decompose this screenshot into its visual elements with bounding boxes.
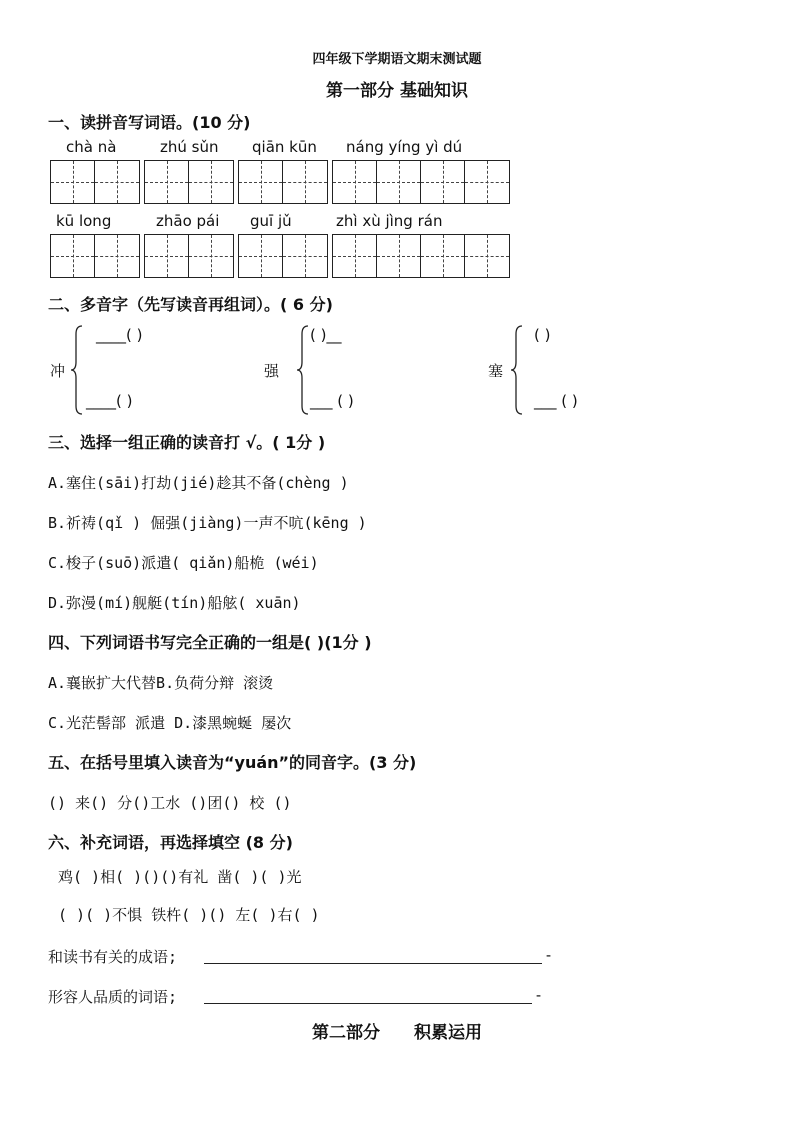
answer-blank[interactable]: ( )__ (310, 326, 342, 344)
answer-blank[interactable]: ___ ( ) (310, 392, 354, 410)
section-3-heading: 三、选择一组正确的读音打 √。( 1分 ) (48, 433, 326, 452)
pinyin-label: guī jǔ (250, 212, 292, 230)
word-option-line[interactable]: C.光茫髻部 派遣 D.漆黑蜿蜒 屡次 (48, 714, 292, 732)
option-c[interactable]: C.梭子(suō)派遣( qiǎn)船桅 (wéi) (48, 554, 319, 572)
pinyin-label: náng yíng yì dú (346, 138, 463, 156)
document-title: 四年级下学期语文期末测试题 (312, 52, 482, 67)
answer-line[interactable] (204, 963, 542, 964)
answer-blank[interactable]: ____( ) (86, 392, 133, 410)
brace-icon (510, 324, 524, 416)
section-2-heading: 二、多音字（先写读音再组词）。( 6 分) (48, 295, 333, 314)
section-5-heading: 五、在括号里填入读音为“yuán”的同音字。(3 分) (48, 753, 417, 772)
polyphone-char: 冲 (50, 362, 66, 380)
line-end-mark: - (534, 986, 544, 1004)
polyphone-char: 强 (264, 362, 280, 380)
answer-blank[interactable]: ( ) (534, 326, 551, 344)
pinyin-label: zhāo pái (156, 212, 220, 230)
option-a[interactable]: A.塞住(sāi)打劫(jié)趁其不备(chèng ) (48, 474, 349, 492)
writing-grid[interactable] (50, 160, 140, 204)
writing-grid[interactable] (238, 234, 328, 278)
part-two-title: 第二部分 积累运用 (312, 1023, 482, 1043)
pinyin-label: kū long (56, 212, 112, 230)
section-4-heading: 四、下列词语书写完全正确的一组是( )(1分 ) (48, 633, 372, 652)
option-d[interactable]: D.弥漫(mí)舰艇(tín)船舷( xuān) (48, 594, 301, 612)
writing-grid[interactable] (332, 234, 510, 278)
writing-grid[interactable] (144, 234, 234, 278)
pinyin-label: qiān kūn (252, 138, 317, 156)
reading-idiom-label: 和读书有关的成语; (48, 948, 178, 966)
line-end-mark: - (544, 946, 554, 964)
answer-blank[interactable]: ___ ( ) (534, 392, 578, 410)
brace-icon (296, 324, 310, 416)
writing-grid[interactable] (50, 234, 140, 278)
option-b[interactable]: B.祈祷(qǐ ) 倔强(jiàng)一声不吭(kēng ) (48, 514, 367, 532)
section-6-heading: 六、补充词语，再选择填空 (8 分) (48, 833, 293, 852)
pinyin-label: zhú sǔn (160, 138, 219, 156)
idiom-fill-line[interactable]: 鸡( )相( )()()有礼 凿( )( )光 (58, 868, 302, 886)
idiom-fill-line[interactable]: ( )( )不惧 铁杵( )() 左( )右( ) (58, 906, 320, 924)
writing-grid[interactable] (332, 160, 510, 204)
part-one-title: 第一部分 基础知识 (326, 81, 468, 101)
fill-in-line[interactable]: () 来() 分()工水 ()团() 校 () (48, 794, 292, 812)
writing-grid[interactable] (238, 160, 328, 204)
brace-icon (70, 324, 84, 416)
answer-line[interactable] (204, 1003, 532, 1004)
word-option-line[interactable]: A.襄嵌扩大代替B.负荷分辩 滚烫 (48, 674, 274, 692)
answer-blank[interactable]: ____( ) (96, 326, 143, 344)
polyphone-char: 塞 (488, 362, 504, 380)
character-word-label: 形容人品质的词语; (48, 988, 178, 1006)
pinyin-label: zhì xù jìng rán (336, 212, 443, 230)
writing-grid[interactable] (144, 160, 234, 204)
section-1-heading: 一、读拼音写词语。(10 分) (48, 113, 251, 132)
pinyin-label: chà nà (66, 138, 117, 156)
